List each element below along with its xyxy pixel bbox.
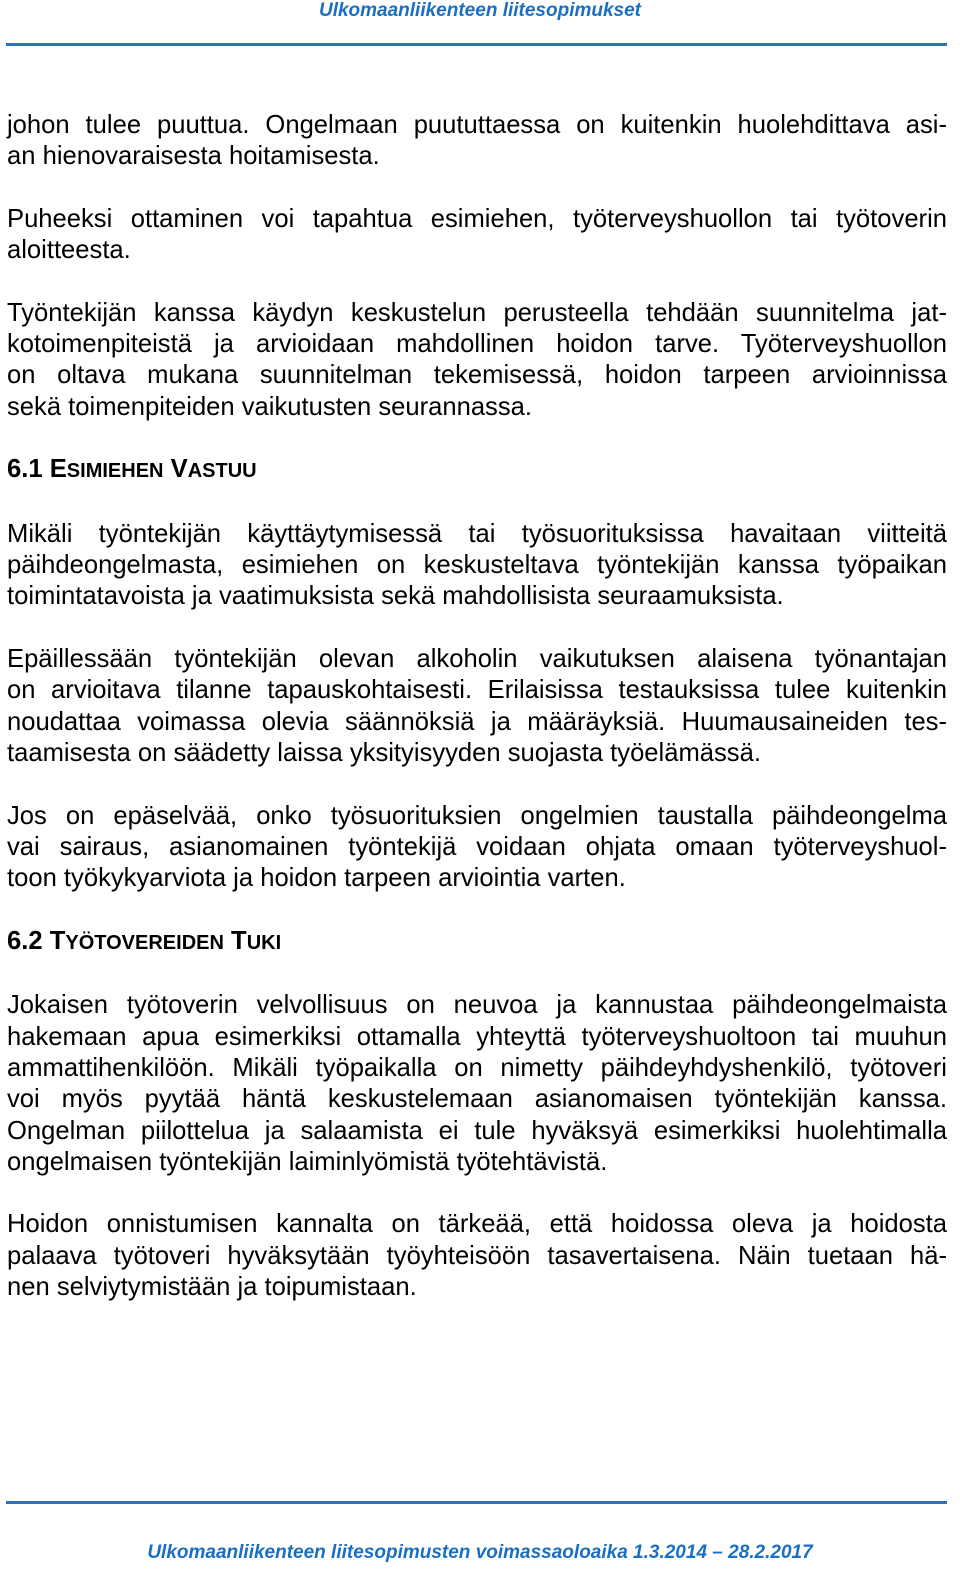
page-footer-text: Ulkomaanliikenteen liitesopimusten voimassaoloaika 1.3.2014 – 28.2.2017 bbox=[147, 1542, 813, 1563]
section-number: 6.2 bbox=[7, 926, 43, 955]
text-line: palaava työtoveri hyväksytään työyhteisöön tasavertaisena. Näin tuetaan hä- bbox=[7, 1241, 947, 1270]
text-line: vai sairaus, asianomainen työntekijä voidaan ohjata omaan työterveyshuol- bbox=[7, 832, 947, 861]
text-line: Puheeksi ottaminen voi tapahtua esimiehen, työterveyshuollon tai työtoverin bbox=[7, 204, 947, 233]
text-line: on arvioitava tilanne tapauskohtaisesti. Erilaisissa testauksissa tulee kuitenkin bbox=[7, 676, 947, 705]
heading-initial: T bbox=[49, 926, 66, 955]
footer-divider bbox=[6, 1501, 947, 1504]
paragraph bbox=[7, 298, 947, 423]
paragraph bbox=[7, 204, 947, 267]
text-line: aloitteesta. bbox=[7, 236, 131, 265]
text-line: Jokaisen työtoverin velvollisuus on neuvoa ja kannustaa päihdeongelmaista bbox=[7, 991, 947, 1020]
heading-word: YÖTOVEREIDEN bbox=[65, 931, 224, 954]
text-line: Hoidon onnistumisen kannalta on tärkeää, että hoidossa oleva ja hoidosta bbox=[7, 1210, 947, 1239]
section-6-2-paragraphs bbox=[7, 990, 947, 1303]
heading-word: ASTUU bbox=[187, 460, 257, 483]
intro-paragraphs bbox=[7, 110, 947, 423]
text-line: sekä toimenpiteiden vaikutusten seurannassa. bbox=[7, 392, 532, 421]
text-line: Ongelman piilottelua ja salaamista ei tule hyväksyä esimerkiksi huolehtimalla bbox=[7, 1116, 947, 1145]
text-line: ammattihenkilöön. Mikäli työpaikalla on nimetty päihdeyhdyshenkilö, työtoveri bbox=[7, 1053, 947, 1082]
text-line: noudattaa voimassa olevia säännöksiä ja määräyksiä. Huumausaineiden tes- bbox=[7, 707, 947, 736]
text-line: Työntekijän kanssa käydyn keskustelun perusteella tehdään suunnitelma jat- bbox=[7, 298, 947, 327]
header-divider bbox=[6, 43, 947, 46]
heading-initial: V bbox=[170, 455, 188, 484]
text-line: Jos on epäselvää, onko työsuorituksien ongelmien taustalla päihdeongelma bbox=[7, 801, 947, 830]
heading-word: UKI bbox=[246, 931, 282, 954]
section-heading-6-1 bbox=[7, 454, 947, 487]
paragraph bbox=[7, 519, 947, 613]
text-line: hakemaan apua esimerkiksi ottamalla yhteyttä työterveyshuoltoon tai muuhun bbox=[7, 1022, 947, 1051]
text-line: johon tulee puuttua. Ongelmaan puututtaessa on kuitenkin huolehdittava asi- bbox=[7, 111, 947, 139]
text-line: taamisesta on säädetty laissa yksityisyyden suojasta työelämässä. bbox=[7, 738, 761, 767]
text-line: an hienovaraisesta hoitamisesta. bbox=[7, 142, 380, 171]
text-line: toon työkykyarviota ja hoidon tarpeen arviointia varten. bbox=[7, 864, 626, 893]
section-6-1-paragraphs bbox=[7, 519, 947, 895]
heading-initial: E bbox=[49, 455, 67, 484]
paragraph bbox=[7, 990, 947, 1178]
text-line: Mikäli työntekijän käyttäytymisessä tai työsuorituksissa havaitaan viitteitä bbox=[7, 519, 947, 548]
page-header-title: Ulkomaanliikenteen liitesopimukset bbox=[318, 0, 642, 21]
text-line: ongelmaisen työntekijän laiminlyömistä työtehtävistä. bbox=[7, 1147, 608, 1176]
text-line: toimintatavoista ja vaatimuksista sekä mahdollisista seuraamuksista. bbox=[7, 582, 784, 611]
paragraph bbox=[7, 1209, 947, 1303]
section-heading-6-2 bbox=[7, 926, 947, 959]
heading-initial: T bbox=[231, 926, 247, 955]
document-body bbox=[7, 110, 947, 1335]
paragraph bbox=[7, 644, 947, 769]
section-number: 6.1 bbox=[7, 455, 43, 484]
text-line: kotoimenpiteistä ja arvioidaan mahdollinen hoidon tarve. Työterveyshuollon bbox=[7, 330, 947, 359]
paragraph bbox=[7, 110, 947, 173]
text-line: voi myös pyytää häntä keskustelemaan asianomaisen työntekijän kanssa. bbox=[7, 1085, 947, 1114]
text-line: on oltava mukana suunnitelman tekemisessä, hoidon tarpeen arvioinnissa bbox=[7, 361, 947, 390]
text-line: nen selviytymistään ja toipumistaan. bbox=[7, 1272, 417, 1301]
paragraph bbox=[7, 801, 947, 895]
text-line: Epäillessään työntekijän olevan alkoholin vaikutuksen alaisena työnantajan bbox=[7, 645, 947, 674]
text-line: päihdeongelmasta, esimiehen on keskusteltava työntekijän kanssa työpaikan bbox=[7, 551, 947, 580]
heading-word: SIMIEHEN bbox=[66, 460, 164, 483]
